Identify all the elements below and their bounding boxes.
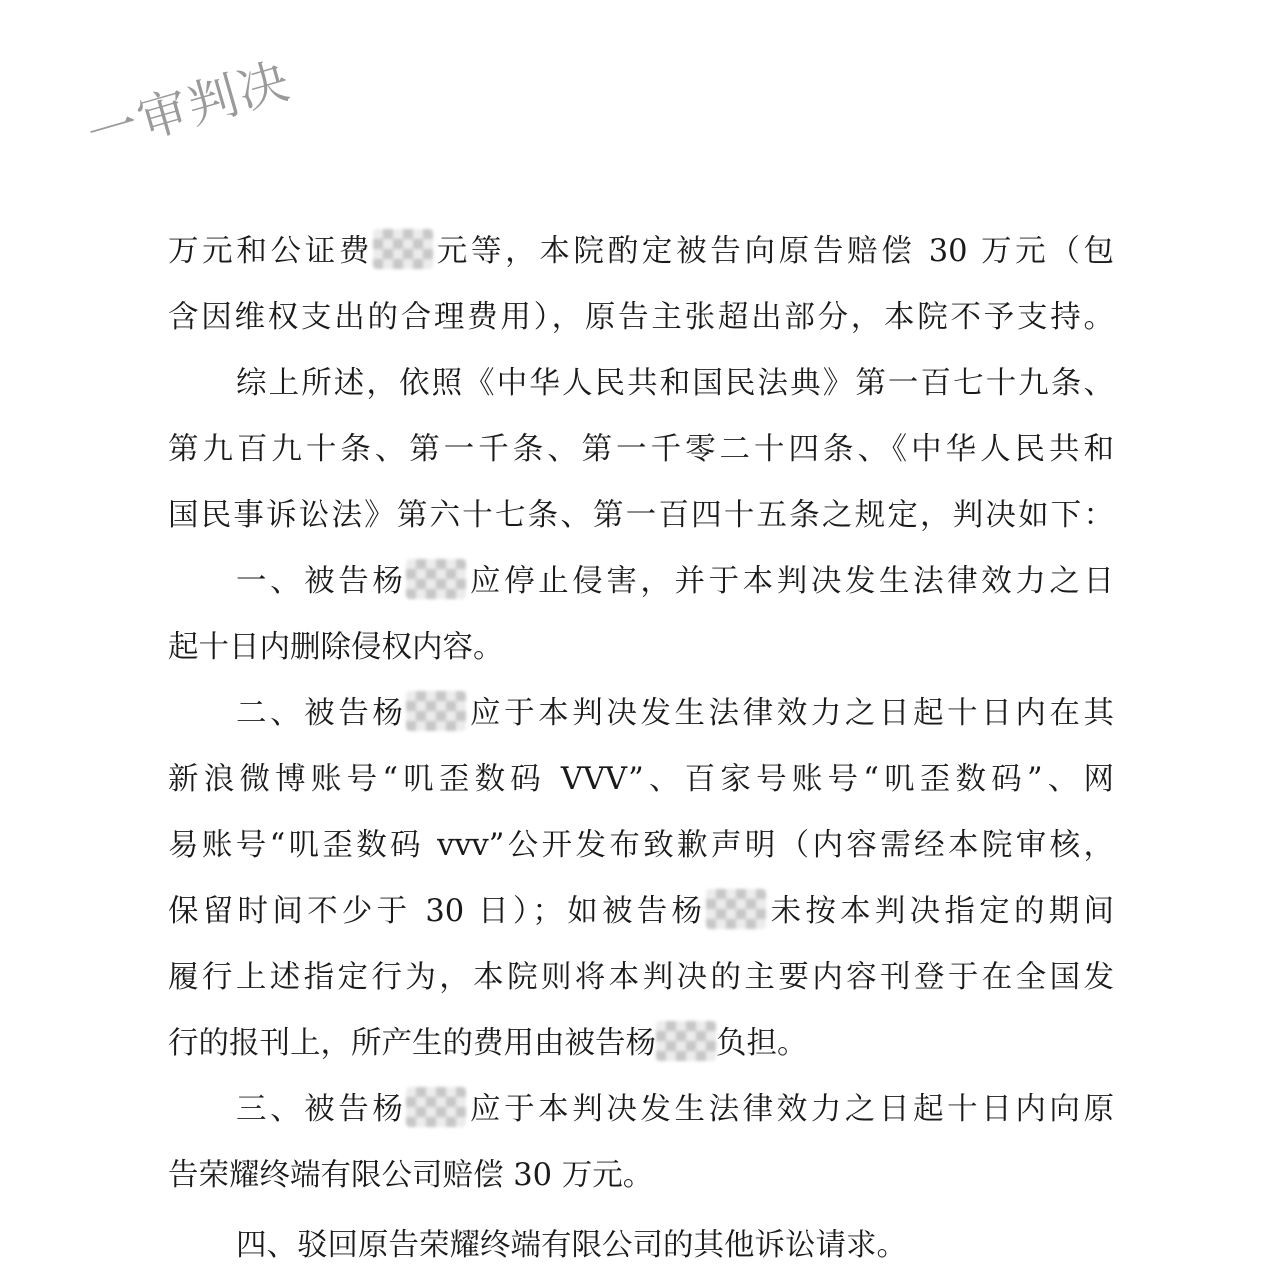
text-line: 国民事诉讼法》第六十七条、第一百四十五条之规定，判决如下： <box>168 498 1114 533</box>
text-segment: 应于本判决发生法律效力之日起十日内在其 <box>466 696 1115 731</box>
redacted-name-blur <box>406 559 466 599</box>
text-line: 新浪微博账号“叽歪数码 VVV”、百家号账号“叽歪数码”、网 <box>168 762 1114 797</box>
text-line: 起十日内删除侵权内容。 <box>168 630 504 665</box>
text-segment: 万元和公证费 <box>168 234 374 269</box>
text-segment: 应于本判决发生法律效力之日起十日内向原 <box>466 1092 1115 1127</box>
text-segment: 二、被告杨 <box>236 696 407 731</box>
text-line <box>168 1080 1114 1146</box>
text-line: 综上所述，依照《中华人民共和国民法典》第一百七十九条、 <box>236 366 1114 401</box>
redacted-name-blur <box>406 1087 466 1127</box>
redacted-name-blur <box>656 1021 716 1061</box>
redacted-name-blur <box>406 691 466 731</box>
first-instance-judgment-stamp: 一审判决 <box>81 51 297 165</box>
text-line: 第九百九十条、第一千条、第一千零二十四条、《中华人民共和 <box>168 432 1114 467</box>
text-line <box>168 1014 1114 1080</box>
text-line <box>168 882 1114 948</box>
text-segment: 未按本判决指定的期间 <box>766 894 1115 929</box>
text-segment: 一、被告杨 <box>236 564 407 599</box>
text-segment: 应停止侵害，并于本判决发生法律效力之日 <box>466 564 1115 599</box>
judgment-text-page <box>168 222 1115 1263</box>
text-segment: 保留时间不少于 30 日）；如被告杨 <box>168 894 707 929</box>
redacted-amount-blur <box>373 229 433 269</box>
text-line: 履行上述指定行为，本院则将本判决的主要内容刊登于在全国发 <box>168 960 1114 995</box>
text-line: 告荣耀终端有限公司赔偿 30 万元。 <box>168 1158 654 1193</box>
text-segment: 负担。 <box>716 1026 808 1061</box>
redacted-name-blur <box>706 889 766 929</box>
text-segment: 元等，本院酌定被告向原告赔偿 30 万元（包 <box>433 234 1114 269</box>
text-line: 易账号“叽歪数码 vvv”公开发布致歉声明（内容需经本院审核， <box>168 828 1114 863</box>
text-segment: 四、驳回原告荣耀终端有限公司的其他诉讼请求。 <box>236 1228 907 1263</box>
text-line <box>168 222 1114 288</box>
text-segment: 三、被告杨 <box>236 1092 407 1127</box>
text-line-cut-off <box>168 1212 1114 1263</box>
text-line <box>168 684 1114 750</box>
text-segment: 行的报刊上，所产生的费用由被告杨 <box>168 1026 656 1061</box>
text-line <box>168 552 1114 618</box>
text-line: 含因维权支出的合理费用），原告主张超出部分，本院不予支持。 <box>168 300 1114 335</box>
